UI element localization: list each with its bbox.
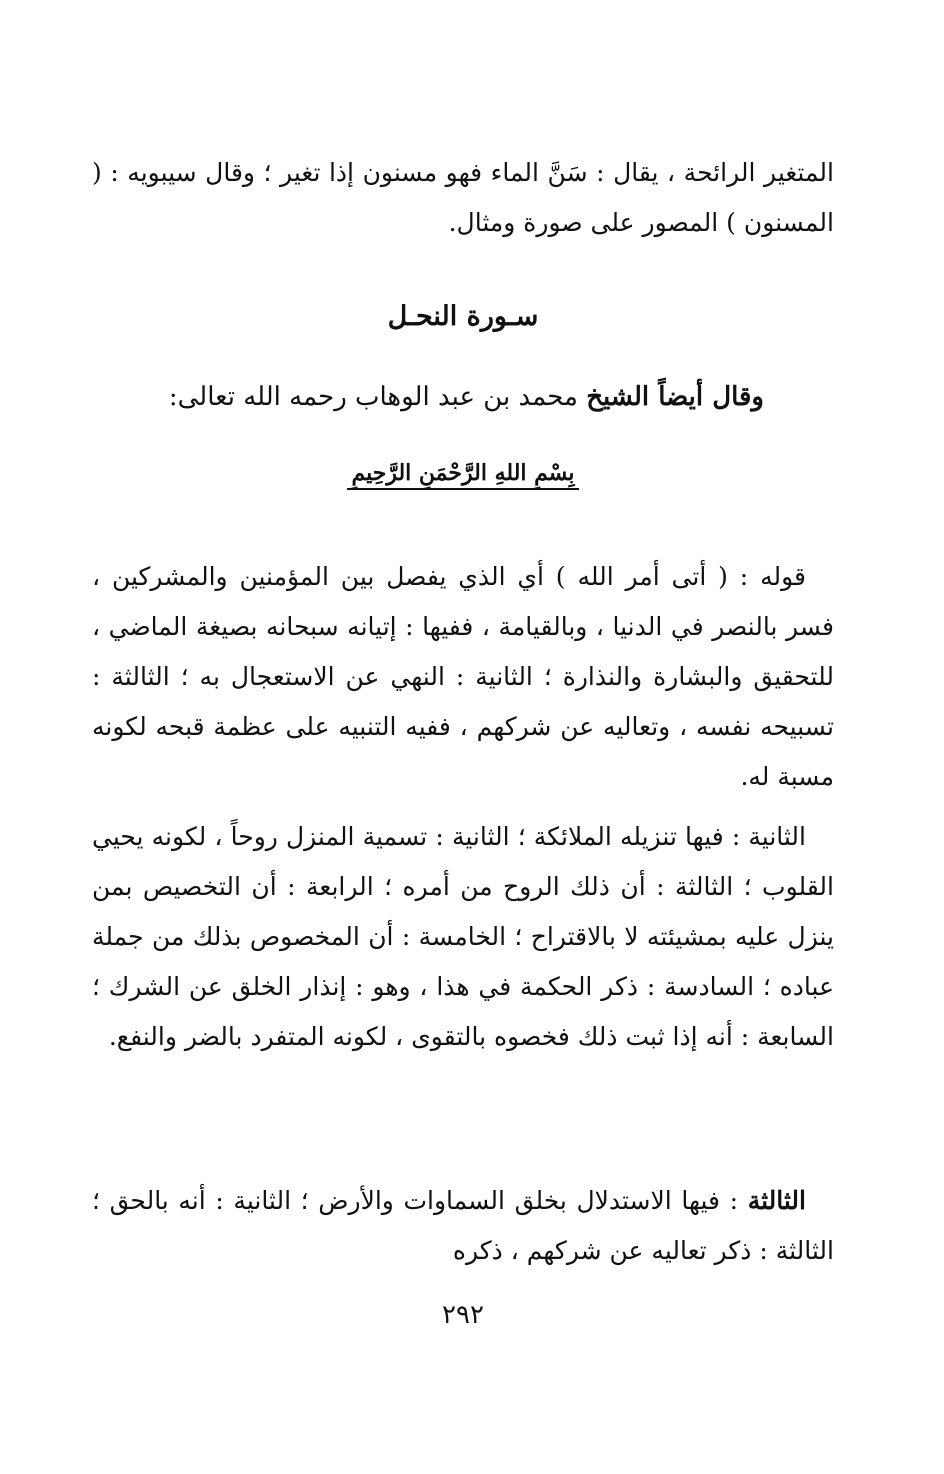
basmala <box>92 448 834 498</box>
attribution-bold: وقال أيضاً الشيخ <box>586 382 764 412</box>
paragraph-verse-3-text: : فيها الاستدلال بخلق السماوات والأرض ؛ الثانية : أنه بالحق ؛ الثالثة : ذكر تعاليه عن شركهم ، ذكره <box>92 1186 834 1265</box>
paragraph-verse-2-text: الثانية : فيها تنزيله الملائكة ؛ الثانية : تسمية المنزل روحاً ، لكونه يحيي القلوب ؛ الثالثة : أن ذلك الروح من أمره ؛ الرابعة : أن التخصيص بمن ينزل عليه بمشيئته لا بالاقتراح ؛ الخامسة : أن المخصوص بذلك من جملة عباده ؛ السادسة : ذكر الحكمة في هذا ، وهو : إنذار الخلق عن الشرك ؛ السابعة : أنه إذا ثبت ذلك فخصوه بالتقوى ، لكونه المتفرد بالضر والنفع. <box>92 822 834 1051</box>
continuation-paragraph: المتغير الرائحة ، يقال : سَنَّ الماء فهو مسنون إذا تغير ؛ وقال سيبويه : ( المسنون ) المصور على صورة ومثال. <box>92 158 834 237</box>
surah-title: سـورة النحـل <box>387 301 539 332</box>
attribution-line <box>92 372 764 422</box>
paragraph-verse-1-text: قوله : ( أتى أمر الله ) أي الذي يفصل بين المؤمنين والمشركين ، فسر بالنصر في الدنيا ، وبالقيامة ، ففيها : إتيانه سبحانه بصيغة الماضي ، للتحقيق والبشارة والنذارة ؛ الثانية : النهي عن الاستعجال به ؛ الثالثة : تسبيحه نفسه ، وتعاليه عن شركهم ، ففيه التنبيه على عظمة قبحه لكونه مسبة له. <box>92 562 834 791</box>
paragraph-verse-1 <box>92 552 834 802</box>
paragraph-verse-3 <box>92 1176 834 1276</box>
paragraph-verse-3-lead: الثالثة <box>747 1186 806 1215</box>
page-number: ٢٩٢ <box>442 1300 484 1330</box>
attribution-rest: محمد بن عبد الوهاب رحمه الله تعالى: <box>168 382 587 412</box>
paragraph-verse-2 <box>92 812 834 1062</box>
basmala-text: بِسْمِ اللهِ الرَّحْمَنِ الرَّحِيمِ <box>347 458 578 490</box>
